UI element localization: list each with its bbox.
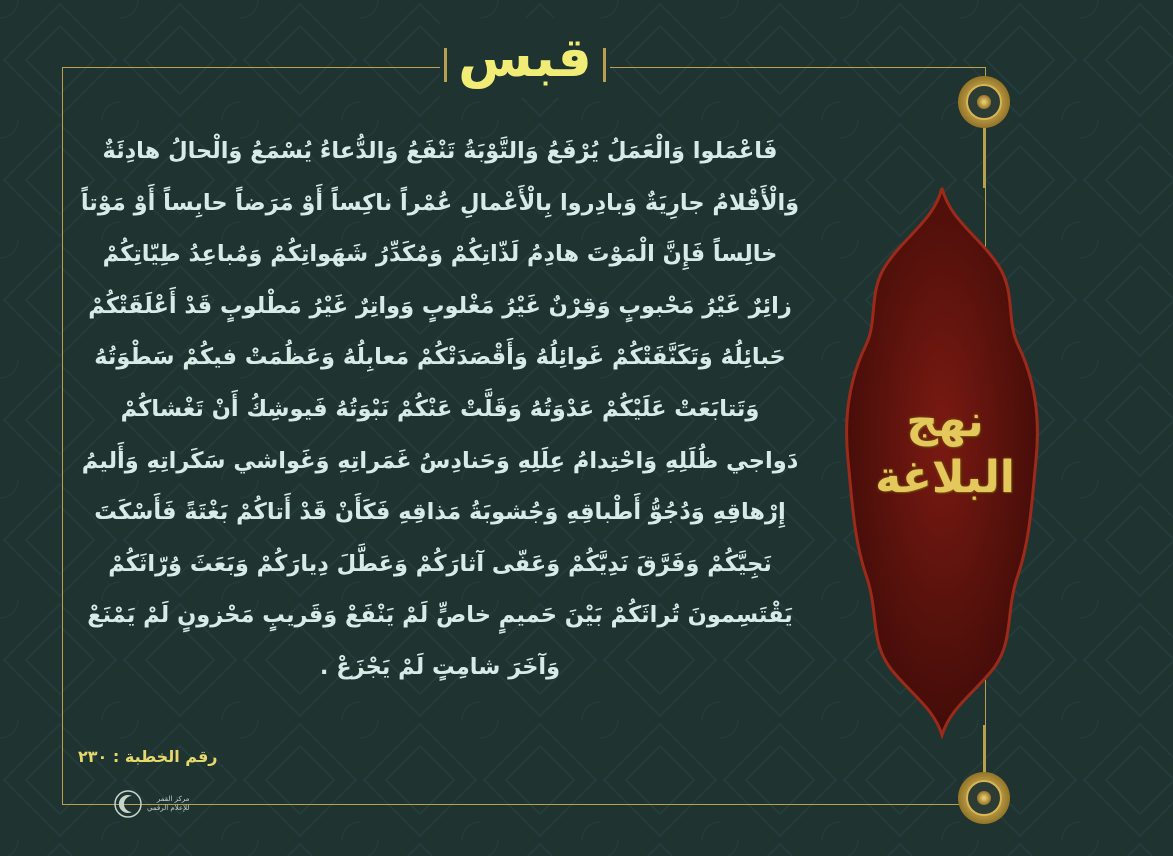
- center-logo: [113, 786, 193, 822]
- text-line: نَجِيَّكُمْ وَفَرَّقَ نَدِيَّكُمْ وَعَفّى آثارَكُمْ وَعَطَّلَ دِيارَكُمْ وَبَعَثَ وُرّاثَكُمْ: [108, 550, 772, 577]
- moon-logo-icon: [113, 789, 143, 819]
- sermon-value: ٢٣٠: [78, 747, 108, 766]
- sermon-label: رقم الخطبة: [124, 747, 218, 766]
- sermon-text: [70, 126, 810, 694]
- text-line: دَواجي ظُلَلِهِ وَاحْتِدامُ عِلَلِهِ وَحَنادِسُ غَمَراتِهِ وَغَواشي سَكَراتِهِ وَأَليمُ: [81, 447, 799, 474]
- text-line: يَقْتَسِمونَ تُراثَكُمْ بَيْنَ حَميمٍ خاصٍّ لَمْ يَنْفَعْ وَقَريبٍ مَحْزونٍ لَمْ يَمْنَعْ: [87, 602, 793, 629]
- logo-name: مركز القمر: [156, 795, 190, 803]
- top-ornament-icon: [958, 76, 1010, 188]
- sermon-separator: :: [112, 747, 120, 766]
- text-line: خالِساً فَإِنَّ الْمَوْتَ هادِمُ لَذّاتِكُمْ وَمُكَدِّرُ شَهَواتِكُمْ وَمُباعِدُ طِيّاتِكُمْ: [102, 241, 778, 268]
- logo-subtitle: للإعلام الرقمي: [147, 804, 190, 812]
- page-title: قبس: [458, 26, 592, 89]
- nahj-calligraphy: نهج البلاغة: [875, 396, 1015, 503]
- sermon-number: [78, 747, 218, 766]
- title-box: [440, 18, 610, 98]
- text-line: وَتَتابَعَتْ عَلَيْكُمْ عَدْوَتُهُ وَقَلَّتْ عَنْكُمْ نَبْوَتُهُ فَيوشِكُ أَنْ تَغْشاكُمْ: [120, 395, 760, 422]
- text-line: وَالْأَقْلامُ جارِيَةٌ وَبادِروا بِالْأَعْمالِ عُمْراً ناكِساً أَوْ مَرَضاً حابِساً أَوْ مَوْتاً: [80, 189, 800, 216]
- text-line: وَآخَرَ شامِتٍ لَمْ يَجْزَعْ .: [319, 653, 561, 680]
- bottom-ornament-icon: [958, 725, 1010, 824]
- text-line: زائِرٌ غَيْرُ مَحْبوبٍ وَقِرْنٌ غَيْرُ مَغْلوبٍ وَواتِرٌ غَيْرُ مَطْلوبٍ قَدْ أَعْلَقَتْكُمْ: [88, 292, 792, 319]
- text-line: حَبائِلُهُ وَتَكَنَّفَتْكُمْ غَوائِلُهُ وَأَقْصَدَتْكُمْ مَعابِلُهُ وَعَظُمَتْ فيكُمْ سَطْوَتُهُ: [94, 344, 786, 371]
- text-line: فَاعْمَلوا وَالْعَمَلُ يُرْفَعُ وَالتَّوْبَةُ تَنْفَعُ وَالدُّعاءُ يُسْمَعُ وَالْحالُ هادِئَةٌ: [102, 138, 778, 164]
- text-line: إِرْهاقِهِ وَدُجُوُّ أَطْباقِهِ وَجُشوبَةُ مَذاقِهِ فَكَأَنْ قَدْ أَتاكُمْ بَغْتَةً فَأَسْكَتَ: [94, 499, 786, 526]
